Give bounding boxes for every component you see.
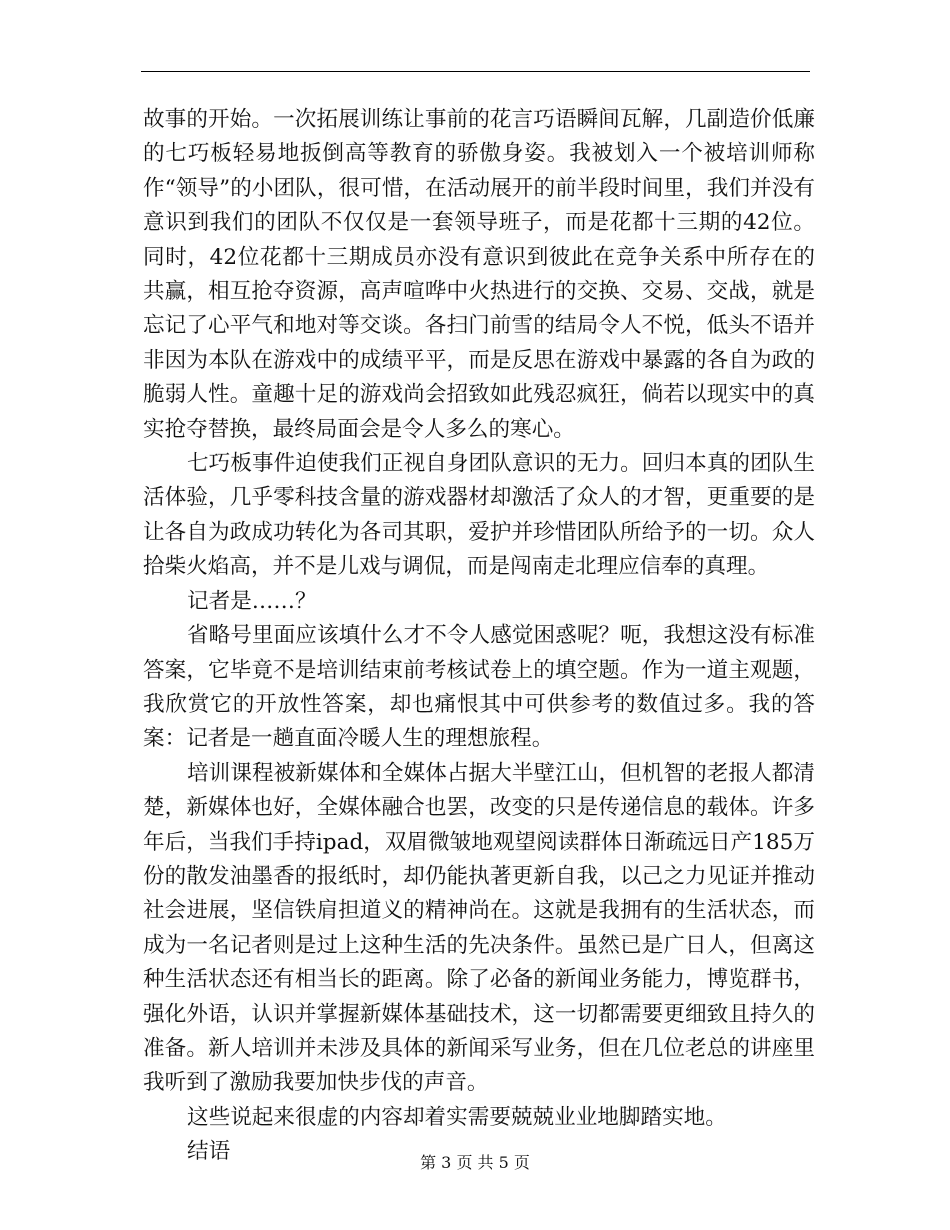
page-footer bbox=[0, 1152, 950, 1174]
paragraph-2: 七巧板事件迫使我们正视自身团队意识的无力。回归本真的团队生活体验，几乎零科技含量的游戏器材却激活了众人的才智，更重要的是让各自为政成功转化为各司其职，爱护并珍惜团队所给予的一切。众人拾柴火焰高，并不是儿戏与调侃，而是闯南走北理应信奉的真理。 bbox=[143, 451, 815, 580]
paragraph-1: 故事的开始。一次拓展训练让事前的花言巧语瞬间瓦解，几副造价低廉的七巧板轻易地扳倒高等教育的骄傲身姿。我被划入一个被培训师称作“领导”的小团队，很可惜，在活动展开的前半段时间里，我们并没有意识到我们的团队不仅仅是一套领导班子，而是花都十三期的42位。同时，42位花都十三期成员亦没有意识到彼此在竞争关系中所存在的共赢，相互抢夺资源，高声喧哗中火热进行的交换、交易、交战，就是忘记了心平气和地对等交谈。各扫门前雪的结局令人不悦，低头不语并非因为本队在游戏中的成绩平平，而是反思在游戏中暴露的各自为政的脆弱人性。童趣十足的游戏尚会招致如此残忍疯狂，倘若以现实中的真实抢夺替换，最终局面会是令人多么的寒心。 bbox=[143, 107, 815, 442]
paragraph-4: 省略号里面应该填什么才不令人感觉困惑呢？呃，我想这没有标准答案，它毕竟不是培训结束前考核试卷上的填空题。作为一道主观题，我欣赏它的开放性答案，却也痛恨其中可供参考的数值过多。我的答案：记者是一趟直面冷暖人生的理想旅程。 bbox=[143, 623, 815, 752]
footer-total-pages: 5 bbox=[498, 1153, 509, 1172]
footer-suffix: 页 bbox=[513, 1153, 530, 1172]
footer-prefix: 第 bbox=[420, 1153, 437, 1172]
paragraph-5: 培训课程被新媒体和全媒体占据大半壁江山，但机智的老报人都清楚，新媒体也好，全媒体融合也罢，改变的只是传递信息的载体。许多年后，当我们手持ipad，双眉微皱地观望阅读群体日渐疏远日产185万份的散发油墨香的报纸时，却仍能执著更新自我，以己之力见证并推动社会进展，坚信铁肩担道义的精神尚在。这就是我拥有的生活状态，而成为一名记者则是过上这种生活的先决条件。虽然已是广日人，但离这种生活状态还有相当长的距离。除了必备的新闻业务能力，博览群书，强化外语，认识并掌握新媒体基础技术，这一切都需要更细致且持久的准备。新人培训并未涉及具体的新闻采写业务，但在几位老总的讲座里我听到了激励我要加快步伐的声音。 bbox=[143, 760, 815, 1096]
paragraph-7: 结语 bbox=[187, 1139, 231, 1165]
footer-current-page: 3 bbox=[441, 1153, 452, 1172]
paragraph-6: 这些说起来很虚的内容却着实需要兢兢业业地脚踏实地。 bbox=[187, 1104, 727, 1130]
header-rule bbox=[141, 71, 810, 72]
paragraph-3: 记者是……？ bbox=[187, 588, 317, 614]
document-body bbox=[143, 103, 815, 1170]
footer-middle: 页 共 bbox=[456, 1153, 494, 1172]
